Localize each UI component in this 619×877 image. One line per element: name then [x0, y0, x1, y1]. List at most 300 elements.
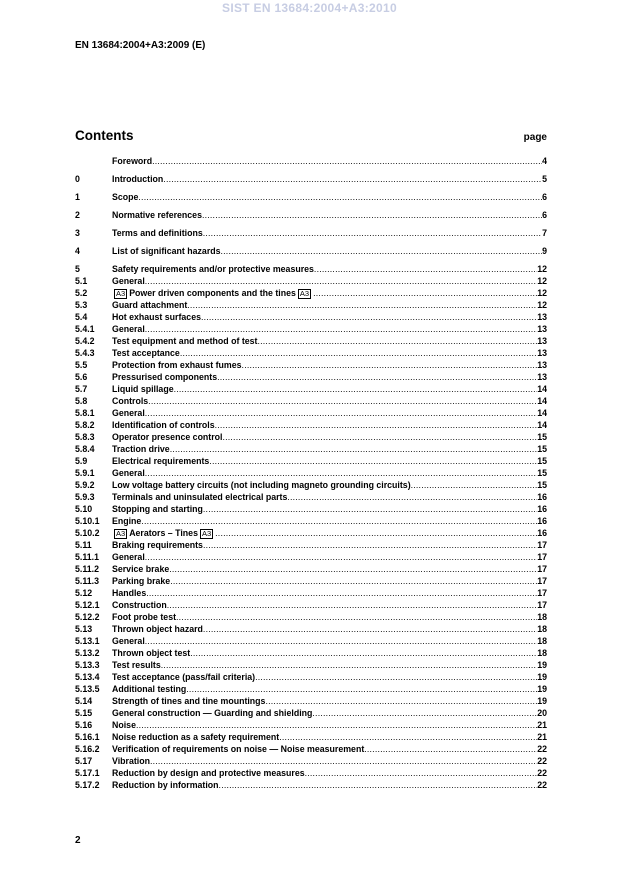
toc-entry-title	[112, 539, 203, 551]
toc-entry-page: 22	[537, 744, 547, 754]
toc-entry[interactable]	[75, 551, 547, 563]
toc-entry-number: 5.13.4	[75, 672, 100, 682]
toc-entry-number: 5.4	[75, 312, 88, 322]
toc-entry[interactable]	[75, 743, 547, 755]
toc-entry[interactable]	[75, 191, 547, 203]
dot-leader	[411, 479, 538, 491]
toc-entry-number: 1	[75, 192, 80, 202]
document-header: EN 13684:2004+A3:2009 (E)	[75, 40, 206, 51]
toc-entry[interactable]	[75, 263, 547, 275]
toc-entry-title	[112, 731, 279, 743]
dot-leader	[217, 371, 537, 383]
toc-entry-number: 5.8.2	[75, 420, 95, 430]
toc-entry-title-text: Protection from exhaust fumes	[112, 360, 242, 370]
toc-entry-title	[112, 347, 180, 359]
toc-entry-title	[112, 707, 312, 719]
dot-leader	[186, 683, 537, 695]
toc-entry[interactable]	[75, 455, 547, 467]
toc-entry[interactable]	[75, 647, 547, 659]
dot-leader	[313, 287, 537, 299]
dot-leader	[180, 347, 537, 359]
dot-leader	[279, 731, 537, 743]
toc-entry-title-text: Handles	[112, 588, 147, 598]
toc-entry-title-text: Vibration	[112, 756, 150, 766]
toc-entry-title-text: General	[112, 324, 145, 334]
toc-entry-title	[112, 587, 146, 599]
toc-entry-title-text: Pressurised components	[112, 372, 218, 382]
toc-entry-number: 5.9.2	[75, 480, 95, 490]
dot-leader	[161, 659, 537, 671]
toc-entry[interactable]	[75, 227, 547, 239]
toc-entry-page: 4	[542, 156, 547, 166]
toc-entry-number: 5.17	[75, 756, 93, 766]
toc-entry-number: 5.8	[75, 396, 88, 406]
toc-entry-title-text: General construction — Guarding and shielding	[112, 708, 313, 718]
toc-entry-title-text: Additional testing	[112, 684, 187, 694]
toc-entry-number: 5.5	[75, 360, 88, 370]
dot-leader	[203, 503, 537, 515]
dot-leader	[242, 359, 538, 371]
dot-leader	[190, 647, 537, 659]
toc-entry-page: 18	[537, 624, 547, 634]
toc-entry[interactable]	[75, 347, 547, 359]
dot-leader	[145, 551, 537, 563]
toc-entry-number: 5.3	[75, 300, 88, 310]
toc-entry[interactable]	[75, 731, 547, 743]
dot-leader	[215, 419, 538, 431]
toc-entry[interactable]	[75, 479, 547, 491]
toc-entry-title	[112, 371, 217, 383]
toc-entry-page: 16	[537, 492, 547, 502]
toc-entry-title-text: Verification of requirements on noise — Noise measurement	[112, 744, 365, 754]
toc-entry-title	[112, 323, 145, 335]
toc-entry[interactable]	[75, 419, 547, 431]
toc-entry-page: 15	[537, 432, 547, 442]
toc-entry-page: 21	[537, 732, 547, 742]
toc-entry[interactable]	[75, 623, 547, 635]
toc-entry-number: 5.12.1	[75, 600, 100, 610]
toc-entry[interactable]	[75, 155, 547, 167]
dot-leader	[145, 407, 537, 419]
toc-entry-title-text: Hot exhaust surfaces	[112, 312, 201, 322]
toc-entry[interactable]	[75, 173, 547, 185]
toc-entry[interactable]	[75, 599, 547, 611]
toc-entry-number: 5.16	[75, 720, 93, 730]
toc-entry-title	[112, 479, 411, 491]
toc-entry-number: 5.11.3	[75, 576, 99, 586]
toc-entry-title	[112, 227, 203, 239]
toc-entry-page: 12	[537, 288, 547, 298]
toc-entry-title-text: General	[112, 276, 145, 286]
toc-entry-number: 5.13.2	[75, 648, 100, 658]
table-of-contents	[75, 155, 547, 791]
toc-entry-title-text: General	[112, 636, 145, 646]
toc-entry-page: 13	[537, 348, 547, 358]
toc-entry-title	[112, 467, 145, 479]
toc-entry-number: 5.12.2	[75, 612, 100, 622]
toc-entry-title	[112, 209, 202, 221]
toc-entry-number: 5.13.1	[75, 636, 100, 646]
dot-leader	[138, 191, 542, 203]
toc-entry-number: 5.13	[75, 624, 93, 634]
toc-entry-page: 17	[537, 564, 547, 574]
toc-entry-title-text: Foreword	[112, 156, 153, 166]
dot-leader	[287, 491, 537, 503]
toc-entry-page: 22	[537, 780, 547, 790]
toc-entry[interactable]	[75, 611, 547, 623]
toc-entry-title-text: Test acceptance (pass/fail criteria)	[112, 672, 256, 682]
toc-entry-number: 5.17.2	[75, 780, 100, 790]
toc-entry-title	[112, 779, 219, 791]
toc-entry-title-text: Power driven components and the tines	[129, 288, 296, 298]
toc-entry-number: 5.13.3	[75, 660, 100, 670]
toc-entry-page: 13	[537, 324, 547, 334]
dot-leader	[255, 671, 537, 683]
toc-entry[interactable]	[75, 779, 547, 791]
toc-entry-page: 14	[537, 384, 547, 394]
toc-entry-title	[112, 647, 190, 659]
dot-leader	[312, 707, 537, 719]
toc-entry-number: 5.10	[75, 504, 93, 514]
toc-entry-page: 14	[537, 408, 547, 418]
dot-leader	[163, 173, 542, 185]
toc-entry-page: 20	[537, 708, 547, 718]
toc-entry-page: 13	[537, 372, 547, 382]
toc-entry-title	[112, 395, 148, 407]
toc-entry-page: 12	[537, 264, 547, 274]
toc-entry-number: 5.9.3	[75, 492, 95, 502]
toc-entry-number: 5.15	[75, 708, 93, 718]
toc-entry-number: 4	[75, 246, 80, 256]
dot-leader	[203, 623, 537, 635]
toc-entry-title	[112, 599, 167, 611]
toc-entry-page: 6	[542, 192, 547, 202]
toc-entry[interactable]	[75, 431, 547, 443]
toc-entry-title	[112, 455, 209, 467]
toc-entry-title	[112, 191, 138, 203]
toc-entry[interactable]	[75, 707, 547, 719]
toc-entry[interactable]	[75, 563, 547, 575]
toc-entry-page: 5	[542, 174, 547, 184]
toc-entry-title-text: Safety requirements and/or protective measures	[112, 264, 314, 274]
toc-entry-page: 22	[537, 756, 547, 766]
amendment-start-marker: A3	[116, 289, 126, 298]
toc-entry-title-text: Traction drive	[112, 444, 170, 454]
toc-entry[interactable]	[75, 323, 547, 335]
toc-entry-title-text: Stopping and starting	[112, 504, 203, 514]
toc-entry-page: 15	[537, 468, 547, 478]
toc-entry-page: 19	[537, 684, 547, 694]
toc-entry[interactable]	[75, 299, 547, 311]
toc-entry-number: 3	[75, 228, 80, 238]
toc-entry-number: 5.4.3	[75, 348, 95, 358]
toc-entry-title-text: Thrown object hazard	[112, 624, 203, 634]
toc-entry-title-text: Controls	[112, 396, 149, 406]
toc-entry[interactable]	[75, 671, 547, 683]
toc-entry-title	[112, 635, 145, 647]
toc-entry-page: 12	[537, 300, 547, 310]
toc-entry-title-text: Scope	[112, 192, 139, 202]
dot-leader	[170, 575, 537, 587]
dot-leader	[257, 335, 537, 347]
toc-entry[interactable]	[75, 695, 547, 707]
dot-leader	[136, 719, 537, 731]
dot-leader	[148, 395, 537, 407]
toc-entry-number: 5.2	[75, 288, 88, 298]
toc-entry-number: 5.7	[75, 384, 88, 394]
dot-leader	[145, 467, 537, 479]
dot-leader	[203, 539, 537, 551]
toc-entry[interactable]	[75, 719, 547, 731]
toc-entry-title-text: Engine	[112, 516, 142, 526]
toc-entry-title	[112, 623, 203, 635]
toc-entry[interactable]	[75, 371, 547, 383]
dot-leader	[152, 155, 542, 167]
toc-entry[interactable]	[75, 407, 547, 419]
dot-leader	[174, 383, 538, 395]
toc-entry-title-text: Strength of tines and tine mountings	[112, 696, 266, 706]
dot-leader	[169, 563, 537, 575]
toc-entry-title-text: Test equipment and method of test	[112, 336, 258, 346]
toc-entry-number: 5.4.1	[75, 324, 95, 334]
toc-entry[interactable]	[75, 311, 547, 323]
toc-entry[interactable]	[75, 395, 547, 407]
toc-entry-title	[112, 407, 145, 419]
toc-entry-page: 15	[537, 444, 547, 454]
toc-entry-title-text: Parking brake	[112, 576, 171, 586]
toc-entry-title	[112, 491, 287, 503]
toc-entry-page: 16	[537, 516, 547, 526]
toc-entry[interactable]	[75, 767, 547, 779]
toc-entry-page: 14	[537, 420, 547, 430]
toc-entry-number: 5.8.1	[75, 408, 95, 418]
toc-entry-page: 17	[537, 600, 547, 610]
dot-leader	[215, 527, 537, 539]
toc-entry[interactable]	[75, 503, 547, 515]
toc-entry-title-text: Terminals and uninsulated electrical parts	[112, 492, 288, 502]
dot-leader	[145, 275, 537, 287]
toc-entry-number: 5.6	[75, 372, 88, 382]
toc-entry-title-text: Low voltage battery circuits (not including magneto grounding circuits)	[112, 480, 411, 490]
toc-entry-title	[112, 359, 242, 371]
toc-entry-title	[112, 683, 186, 695]
toc-entry-title	[112, 743, 364, 755]
toc-entry-page: 19	[537, 660, 547, 670]
toc-entry-page: 19	[537, 672, 547, 682]
toc-entry-number: 5.8.4	[75, 444, 95, 454]
toc-entry[interactable]	[75, 245, 547, 257]
toc-entry-number: 5.17.1	[75, 768, 100, 778]
toc-entry-number: 5.4.2	[75, 336, 95, 346]
dot-leader	[209, 455, 537, 467]
toc-entry[interactable]	[75, 575, 547, 587]
toc-entry-title	[112, 755, 150, 767]
toc-entry-title-text: Identification of controls	[112, 420, 215, 430]
toc-entry-number: 5.11	[75, 540, 92, 550]
toc-entry-page: 22	[537, 768, 547, 778]
toc-entry-title-text: Operator presence control	[112, 432, 223, 442]
watermark: SIST EN 13684:2004+A3:2010	[222, 1, 397, 15]
toc-entry-title	[112, 575, 170, 587]
amendment-end-marker: A3	[201, 529, 212, 538]
toc-entry-title	[112, 299, 187, 311]
toc-entry-number: 2	[75, 210, 80, 220]
dot-leader	[203, 227, 542, 239]
toc-entry-title-text: Test results	[112, 660, 161, 670]
dot-leader	[314, 263, 537, 275]
toc-entry-number: 5.13.5	[75, 684, 100, 694]
dot-leader	[222, 431, 537, 443]
toc-entry-title	[112, 275, 145, 287]
toc-entry[interactable]	[75, 755, 547, 767]
toc-entry-number: 5.9	[75, 456, 88, 466]
dot-leader	[176, 611, 537, 623]
toc-entry-number: 0	[75, 174, 80, 184]
toc-entry-number: 5.1	[75, 276, 88, 286]
toc-entry-title-text: Test acceptance	[112, 348, 180, 358]
dot-leader	[146, 587, 537, 599]
toc-entry-title	[112, 719, 136, 731]
toc-entry-title-text: Service brake	[112, 564, 170, 574]
toc-entry-page: 16	[537, 504, 547, 514]
dot-leader	[141, 515, 537, 527]
toc-entry-number: 5.8.3	[75, 432, 95, 442]
dot-leader	[145, 635, 537, 647]
toc-entry-number: 5.10.2	[75, 528, 100, 538]
toc-entry-title	[112, 287, 313, 299]
toc-entry-title-text: Reduction by information	[112, 780, 219, 790]
toc-entry-title-text: General	[112, 468, 145, 478]
toc-entry-title	[112, 611, 176, 623]
dot-leader	[145, 323, 537, 335]
dot-leader	[167, 599, 537, 611]
toc-entry-title-text: Normative references	[112, 210, 202, 220]
dot-leader	[170, 443, 538, 455]
toc-entry-page: 18	[537, 648, 547, 658]
toc-entry[interactable]	[75, 659, 547, 671]
toc-entry-title-text: Reduction by design and protective measures	[112, 768, 305, 778]
dot-leader	[202, 209, 542, 221]
toc-entry-page: 14	[537, 396, 547, 406]
toc-entry[interactable]	[75, 287, 547, 299]
toc-entry-title-text: General	[112, 408, 145, 418]
toc-entry[interactable]	[75, 209, 547, 221]
contents-heading: Contents	[75, 128, 134, 143]
toc-entry-title-text: Guard attachment	[112, 300, 188, 310]
toc-entry-title	[112, 245, 221, 257]
toc-entry[interactable]	[75, 335, 547, 347]
toc-entry[interactable]	[75, 383, 547, 395]
toc-entry-page: 18	[537, 612, 547, 622]
page-number: 2	[75, 835, 81, 846]
toc-entry[interactable]	[75, 587, 547, 599]
toc-entry-title-text: Terms and definitions	[112, 228, 203, 238]
amendment-end-marker: A3	[299, 289, 310, 298]
toc-entry-number: 5.11.2	[75, 564, 99, 574]
dot-leader	[364, 743, 537, 755]
toc-entry-title	[112, 527, 215, 539]
toc-entry-title-text: Braking requirements	[112, 540, 203, 550]
toc-entry[interactable]	[75, 275, 547, 287]
toc-entry-page: 19	[537, 696, 547, 706]
toc-entry-page: 17	[537, 540, 547, 550]
toc-entry-number: 5.14	[75, 696, 93, 706]
page-column-label: page	[523, 132, 547, 143]
toc-entry-title-text: Aerators – Tines	[129, 528, 198, 538]
toc-entry-title	[112, 443, 170, 455]
toc-entry-page: 12	[537, 276, 547, 286]
toc-entry-title	[112, 563, 169, 575]
toc-entry-title-text: General	[112, 552, 145, 562]
toc-entry-title-text: Electrical requirements	[112, 456, 210, 466]
toc-entry-page: 17	[537, 588, 547, 598]
toc-entry-number: 5.10.1	[75, 516, 100, 526]
toc-entry[interactable]	[75, 683, 547, 695]
toc-entry-page: 13	[537, 336, 547, 346]
dot-leader	[187, 299, 537, 311]
toc-entry-title-text: List of significant hazards	[112, 246, 221, 256]
toc-entry-title-text: Liquid spillage	[112, 384, 174, 394]
toc-entry-title-text: Thrown object test	[112, 648, 191, 658]
toc-entry[interactable]	[75, 467, 547, 479]
toc-entry-page: 17	[537, 552, 547, 562]
dot-leader	[201, 311, 537, 323]
toc-entry-page: 21	[537, 720, 547, 730]
toc-entry[interactable]	[75, 527, 547, 539]
dot-leader	[305, 767, 538, 779]
dot-leader	[150, 755, 537, 767]
toc-entry-number: 5.11.1	[75, 552, 99, 562]
toc-entry-page: 9	[542, 246, 547, 256]
toc-entry-number: 5.16.2	[75, 744, 100, 754]
toc-entry-title-text: Introduction	[112, 174, 164, 184]
toc-entry[interactable]	[75, 515, 547, 527]
toc-entry[interactable]	[75, 491, 547, 503]
toc-entry-title-text: Noise	[112, 720, 136, 730]
toc-entry-title-text: Foot probe test	[112, 612, 177, 622]
toc-entry-title	[112, 383, 174, 395]
dot-leader	[221, 245, 543, 257]
dot-leader	[219, 779, 538, 791]
toc-entry-page: 13	[537, 312, 547, 322]
toc-entry-page: 16	[537, 528, 547, 538]
toc-entry-title	[112, 767, 305, 779]
toc-entry-title	[112, 155, 152, 167]
toc-entry-page: 15	[537, 456, 547, 466]
toc-entry-page: 18	[537, 636, 547, 646]
toc-entry-page: 15	[537, 480, 547, 490]
dot-leader	[265, 695, 537, 707]
toc-entry-number: 5.16.1	[75, 732, 100, 742]
toc-entry[interactable]	[75, 635, 547, 647]
toc-entry-number: 5	[75, 264, 80, 274]
toc-entry-title	[112, 335, 257, 347]
toc-entry-number: 5.9.1	[75, 468, 95, 478]
toc-entry-title	[112, 551, 145, 563]
toc-entry-title	[112, 263, 314, 275]
toc-entry-title	[112, 695, 265, 707]
toc-entry-title	[112, 419, 215, 431]
toc-entry-title	[112, 503, 203, 515]
toc-entry[interactable]	[75, 359, 547, 371]
toc-entry-page: 7	[542, 228, 547, 238]
toc-entry[interactable]	[75, 443, 547, 455]
amendment-start-marker: A3	[116, 529, 126, 538]
toc-entry-title	[112, 431, 222, 443]
toc-entry-page: 13	[537, 360, 547, 370]
toc-entry-title	[112, 311, 201, 323]
toc-entry[interactable]	[75, 539, 547, 551]
